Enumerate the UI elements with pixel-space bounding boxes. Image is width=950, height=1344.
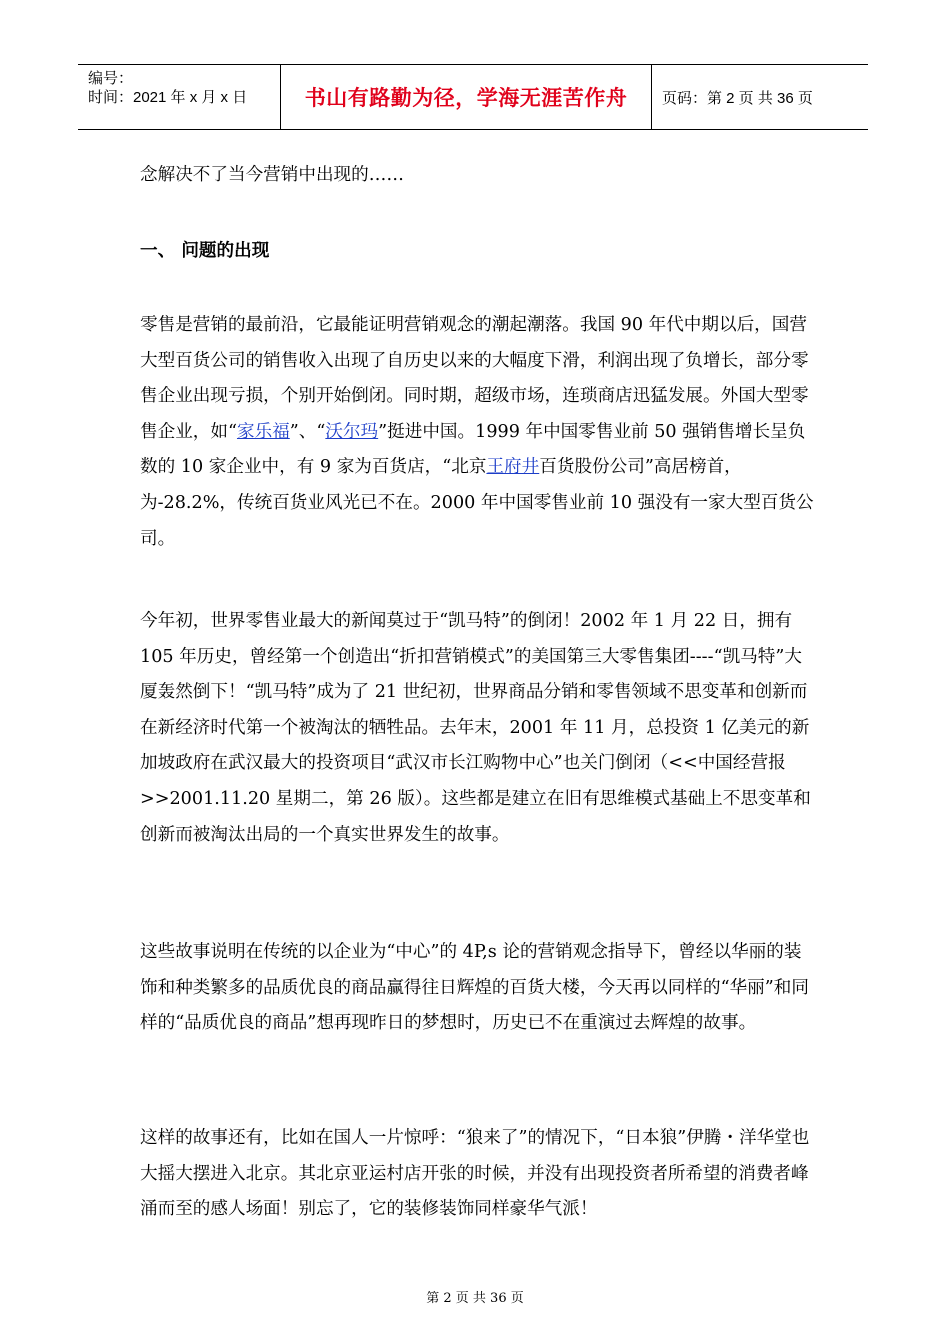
section-heading: 一、 问题的出现 <box>140 241 270 261</box>
paragraph-4ps: 这些故事说明在传统的以企业为“中心”的 4P,s 论的营销观念指导下，曾经以华丽的装饰和种类繁多的品质优良的商品赢得往日辉煌的百货大楼，今天再以同样的“华丽”和同样的“品质优良的商品”想再现昨日的梦想时，历史已不在重演过去辉煌的故事。 <box>140 942 809 1034</box>
paragraph-text: 零售是营销的最前沿，它最能证明营销观念的潮起潮落。我国 90 年代中期以后，国营大型百货公司的销售收入出现了自历史以来的大幅度下滑，利润出现了负增长，部分零售企业出现亏损，个别开始倒闭。同时期，超级市场，连琐商店迅猛发展。外国大型零售企业，如“ <box>140 315 809 442</box>
date-label: 时间：2021 年 x 月 x 日 <box>88 89 248 106</box>
header-page-info: 页码：第 2 页 共 36 页 <box>662 89 813 107</box>
serial-number-label: 编号： <box>88 70 134 87</box>
paragraph-text: ”挺进中国。1999 年中国零售业前 50 强销售增长呈负数的 10 家企业中，有 9 家为百货店，“北京 <box>140 421 806 478</box>
paragraph-text: ”、“ <box>289 421 326 442</box>
intro-line: 念解决不了当今营销中出现的…… <box>140 165 404 185</box>
paragraph-text: 百货股份公司”高居榜首，为-28.2%，传统百货业风光已不在。2000 年中国零售业前 10 强没有一家大型百货公司。 <box>140 457 814 549</box>
paragraph-retail <box>140 308 816 557</box>
link-carrefour[interactable]: 家乐福 <box>236 421 290 442</box>
link-walmart[interactable]: 沃尔玛 <box>325 421 379 442</box>
header-meta <box>78 65 280 129</box>
page-header <box>78 64 868 130</box>
paragraph-ito-yokado: 这样的故事还有，比如在国人一片惊呼：“狼来了”的情况下，“日本狼”伊腾・洋华堂也大摇大摆进入北京。其北京亚运村店开张的时候，并没有出现投资者所希望的消费者峰涌而至的感人场面！别忘了，它的装修装饰同样豪华气派！ <box>140 1128 810 1220</box>
paragraph-kmart: 今年初，世界零售业最大的新闻莫过于“凯马特”的倒闭！2002 年 1 月 22 日，拥有 105 年历史，曾经第一个创造出“折扣营销模式”的美国第三大零售集团----“凯马特”大厦轰然倒下！“凯马特”成为了 21 世纪初，世界商品分销和零售领域不思变革和创新而在新经济时代第一个被淘汰的牺牲品。去年末，2001 年 11 月，总投资 1 亿美元的新加坡政府在武汉最大的投资项目“武汉市长江购物中心”也关门倒闭（<<中国经营报>>2001.11.20 星期二，第 26 版）。这些都是建立在旧有思维模式基础上不思变革和创新而被淘汰出局的一个真实世界发生的故事。 <box>140 611 811 845</box>
page-footer: 第 2 页 共 36 页 <box>426 1291 524 1306</box>
link-wangfujing[interactable]: 王府井 <box>486 457 540 478</box>
header-motto: 书山有路勤为径，学海无涯苦作舟 <box>280 65 652 129</box>
